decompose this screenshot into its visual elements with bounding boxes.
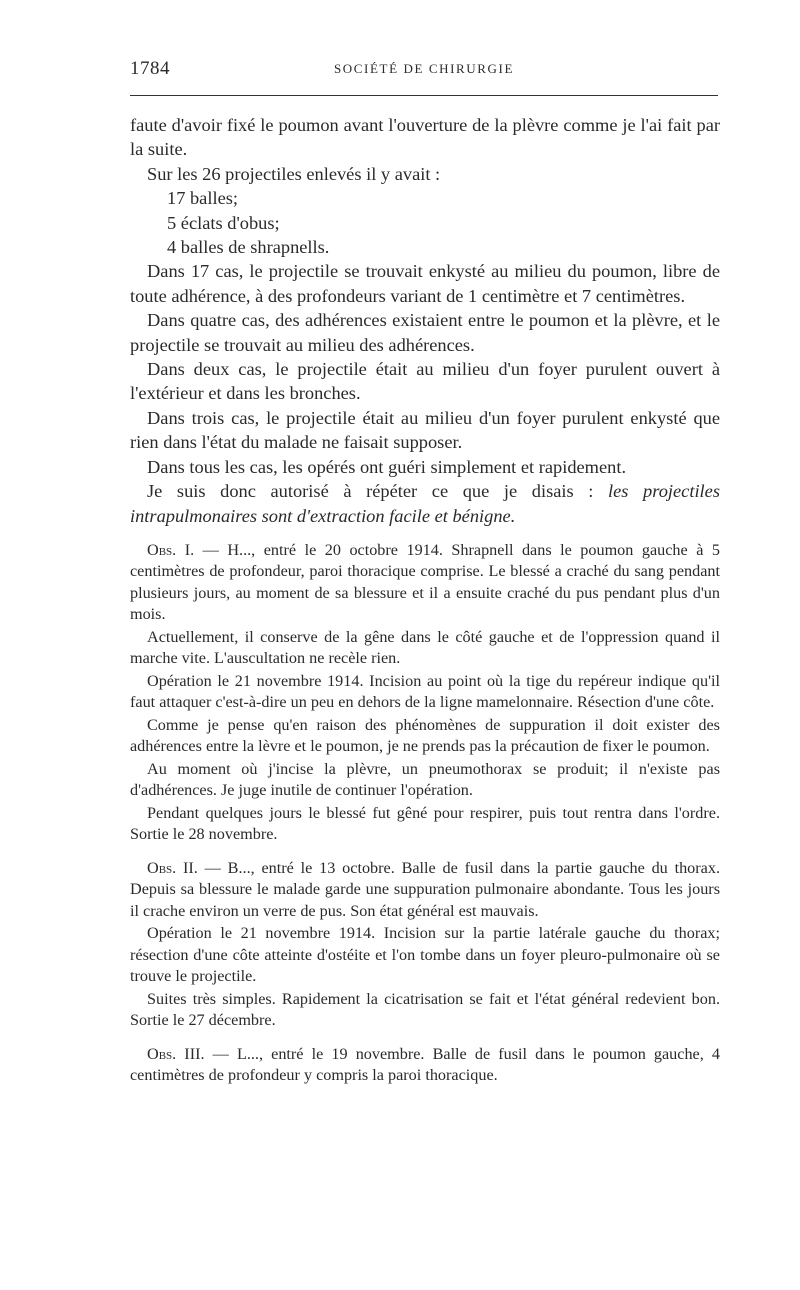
obs-2-paragraph: Suites très simples. Rapidement la cicatrisation se fait et l'état général redevient bon. Sortie le 27 décembre. bbox=[130, 989, 720, 1030]
obs-2-intro-text: — B..., entré le 13 octobre. Balle de fusil dans la partie gauche du thorax. Depuis sa blessure le malade garde une suppuration pulmonaire abondante. Tous les jours il crache environ un verre de pus. Son état général est mauvais. bbox=[130, 858, 720, 920]
obs-1-label: Obs. I. bbox=[147, 540, 195, 559]
obs-3-intro-text: — L..., entré le 19 novembre. Balle de fusil dans le poumon gauche, 4 centimètres de profondeur y compris la paroi thoracique. bbox=[130, 1044, 720, 1085]
header-rule bbox=[130, 95, 718, 96]
obs-2-label: Obs. II. bbox=[147, 858, 198, 877]
paragraph-conclusion bbox=[130, 479, 720, 528]
obs-1-intro-text: — H..., entré le 20 octobre 1914. Shrapnell dans le poumon gauche à 5 centimètres de profondeur, paroi thoracique comprise. Le blessé a craché du sang pendant plusieurs jours, au moment de sa blessure et il a ensuite craché du pus pendant plus d'un mois. bbox=[130, 540, 720, 624]
running-head bbox=[130, 58, 718, 84]
obs-1-intro bbox=[130, 540, 720, 626]
paragraph-3-cases: Dans trois cas, le projectile était au milieu d'un foyer purulent enkysté que rien dans l'état du malade ne faisait supposer. bbox=[130, 407, 720, 453]
obs-3-intro bbox=[130, 1044, 720, 1087]
obs-1-paragraph: Opération le 21 novembre 1914. Incision au point où la tige du repéreur indique qu'il faut attaquer c'est-à-dire un peu en dehors de la ligne mamelonnaire. Résection d'une côte. bbox=[130, 671, 720, 712]
conclusion-italic: les projectiles intrapulmonaires sont d'extraction facile et bénigne. bbox=[130, 481, 720, 526]
list-item-eclats: 5 éclats d'obus; bbox=[167, 212, 280, 233]
paragraph-projectiles-count: Sur les 26 projectiles enlevés il y avait : bbox=[147, 163, 441, 184]
obs-2-intro bbox=[130, 858, 720, 923]
conclusion-text: Je suis donc autorisé à répéter ce que je disais : bbox=[147, 481, 608, 502]
paragraph-all-cases: Dans tous les cas, les opérés ont guéri simplement et rapidement. bbox=[147, 456, 627, 477]
paragraph-2-cases: Dans deux cas, le projectile était au milieu d'un foyer purulent ouvert à l'extérieur et dans les bronches. bbox=[130, 359, 720, 404]
obs-2-paragraph: Opération le 21 novembre 1914. Incision sur la partie latérale gauche du thorax; résection d'une côte atteinte d'ostéite et l'on tombe dans un foyer pleuro-pulmonaire où se trouve le projectile. bbox=[130, 924, 720, 986]
obs-1-paragraph: Pendant quelques jours le blessé fut gêné pour respirer, puis tout rentra dans l'ordre. Sortie le 28 novembre. bbox=[130, 803, 720, 844]
body-text bbox=[130, 113, 720, 1087]
paragraph-4-cases: Dans quatre cas, des adhérences existaient entre le poumon et la plèvre, et le projectile se trouvait au milieu des adhérences. bbox=[130, 310, 720, 355]
obs-1-paragraph: Actuellement, il conserve de la gêne dans le côté gauche et de l'oppression quand il marche vite. L'auscultation ne recèle rien. bbox=[130, 627, 720, 668]
list-item-shrapnells: 4 balles de shrapnells. bbox=[167, 237, 330, 258]
obs-3-label: Obs. III. bbox=[147, 1044, 205, 1063]
list-item-balles: 17 balles; bbox=[167, 188, 238, 209]
obs-1-paragraph: Au moment où j'incise la plèvre, un pneumothorax se produit; il n'existe pas d'adhérences. Je juge inutile de continuer l'opération. bbox=[130, 759, 720, 800]
page-number: 1784 bbox=[130, 58, 170, 79]
paragraph-continuation: faute d'avoir fixé le poumon avant l'ouverture de la plèvre comme je l'ai fait par la suite. bbox=[130, 115, 720, 160]
journal-title: SOCIÉTÉ DE CHIRURGIE bbox=[333, 61, 515, 76]
obs-1-paragraph: Comme je pense qu'en raison des phénomènes de suppuration il doit exister des adhérences entre la lèvre et le poumon, je ne prends pas la précaution de fixer le poumon. bbox=[130, 715, 720, 756]
paragraph-17-cases: Dans 17 cas, le projectile se trouvait enkysté au milieu du poumon, libre de toute adhérence, à des profondeurs variant de 1 centimètre et 7 centimètres. bbox=[130, 261, 720, 306]
